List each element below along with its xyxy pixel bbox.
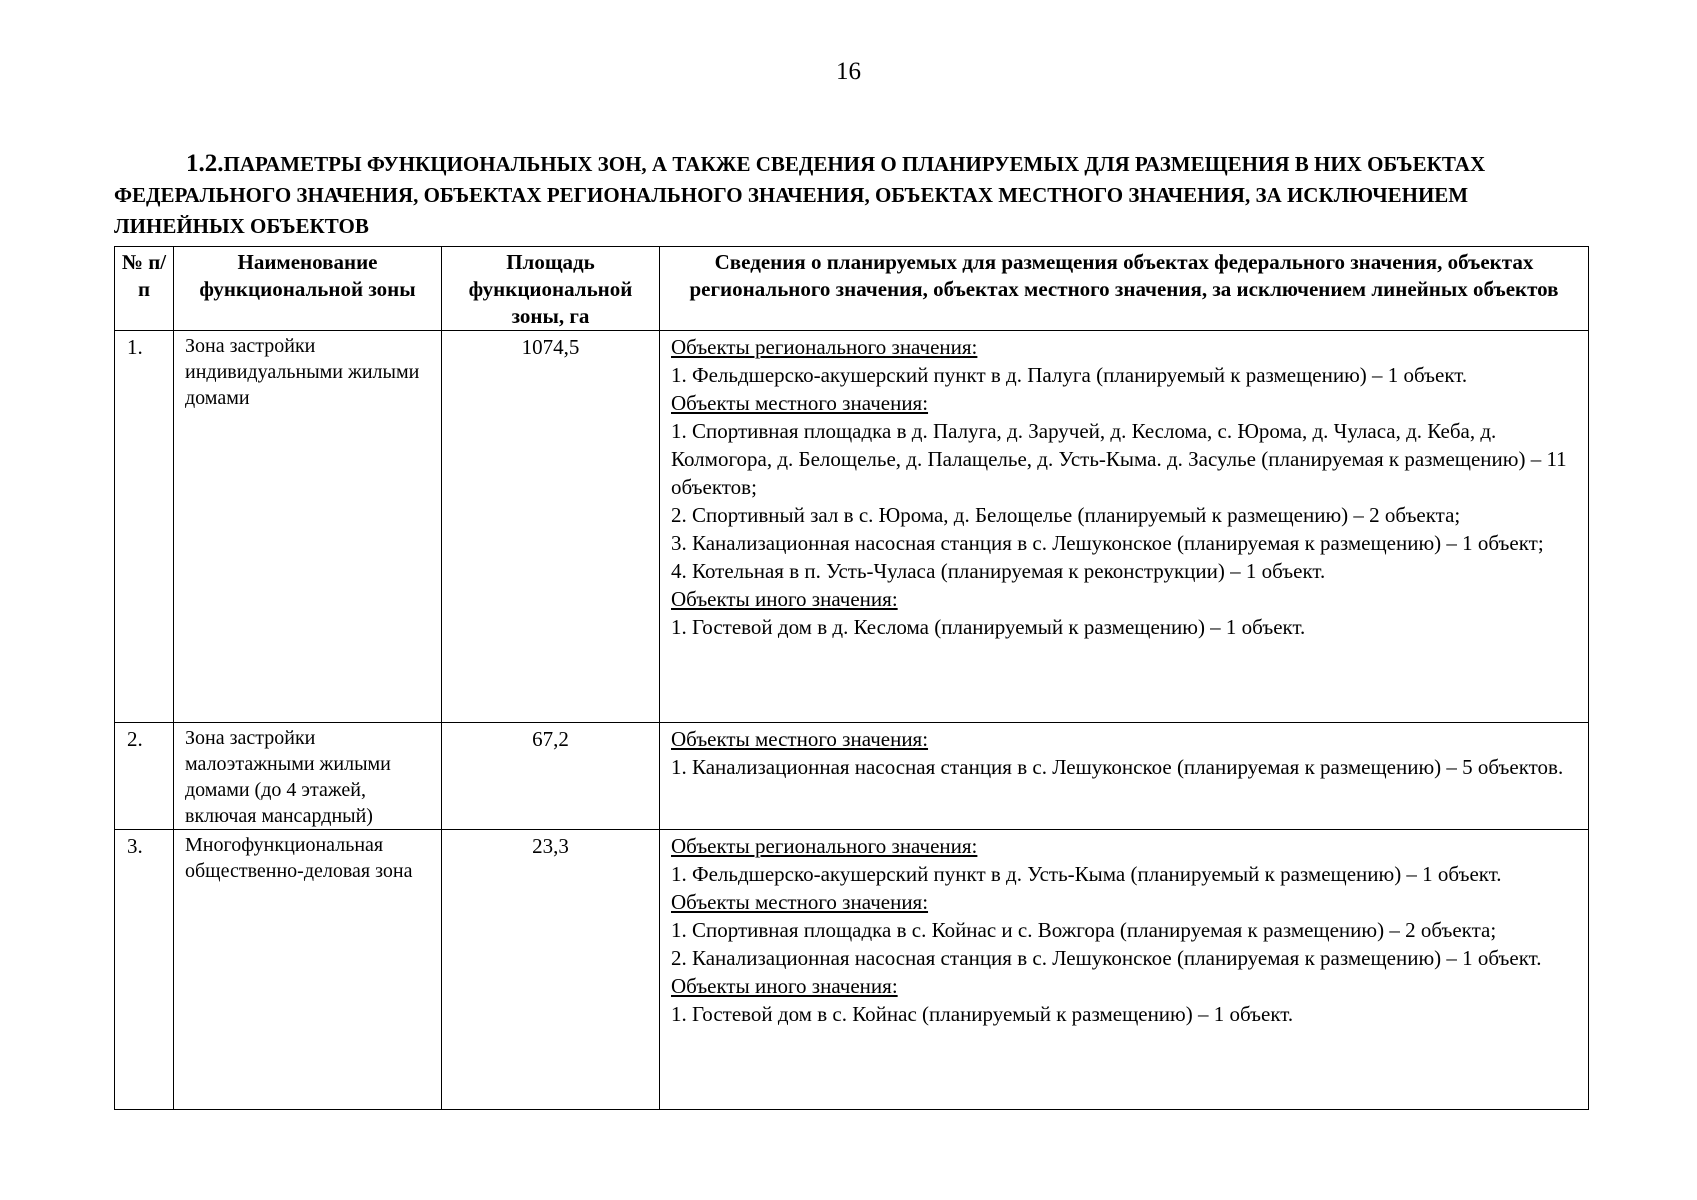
zones-table bbox=[114, 246, 1589, 1110]
zone-area: 67,2 bbox=[442, 723, 660, 830]
object-item: 1. Гостевой дом в с. Койнас (планируемый к размещению) – 1 объект. bbox=[671, 1002, 1294, 1026]
heading-line-3: ЛИНЕЙНЫХ ОБЪЕКТОВ bbox=[114, 214, 369, 238]
category-heading: Объекты местного значения: bbox=[671, 727, 929, 751]
row-num: 3. bbox=[115, 830, 174, 1110]
objects-info bbox=[660, 331, 1589, 723]
category-heading: Объекты местного значения: bbox=[671, 890, 929, 914]
objects-info bbox=[660, 723, 1589, 830]
zone-name: Зона застройки индивидуальными жилыми домами bbox=[174, 331, 442, 723]
object-item: 2. Канализационная насосная станция в с. Лешуконское (планируемая к размещению) – 1 объект. bbox=[671, 946, 1542, 970]
row-num: 1. bbox=[115, 331, 174, 723]
header-zone-area: Площадь функциональной зоны, га bbox=[442, 247, 660, 331]
header-zone-name: Наименование функциональной зоны bbox=[174, 247, 442, 331]
header-objects-info: Сведения о планируемых для размещения объектах федерального значения, объектах регионального значения, объектах местного значения, за исключением линейных объектов bbox=[660, 247, 1589, 331]
objects-info bbox=[660, 830, 1589, 1110]
category-heading: Объекты регионального значения: bbox=[671, 335, 978, 359]
page-number: 16 bbox=[836, 58, 861, 85]
object-item: 2. Спортивный зал в с. Юрома, д. Белощелье (планируемый к размещению) – 2 объекта; bbox=[671, 503, 1461, 527]
object-item: 1. Гостевой дом в д. Кеслома (планируемый к размещению) – 1 объект. bbox=[671, 615, 1306, 639]
object-item: 1. Фельдшерско-акушерский пункт в д. Усть-Кыма (планируемый к размещению) – 1 объект. bbox=[671, 862, 1502, 886]
category-heading: Объекты местного значения: bbox=[671, 391, 929, 415]
table-row bbox=[115, 723, 1589, 830]
heading-text-1: ПАРАМЕТРЫ ФУНКЦИОНАЛЬНЫХ ЗОН, А ТАКЖЕ СВЕДЕНИЯ О ПЛАНИРУЕМЫХ ДЛЯ РАЗМЕЩЕНИЯ В НИХ ОБЪЕКТАХ bbox=[223, 152, 1486, 176]
object-item: 1. Фельдшерско-акушерский пункт в д. Палуга (планируемый к размещению) – 1 объект. bbox=[671, 363, 1468, 387]
header-num: № п/п bbox=[115, 247, 174, 331]
object-item: 1. Спортивная площадка в с. Койнас и с. Вожгора (планируемая к размещению) – 2 объекта; bbox=[671, 918, 1497, 942]
table-row bbox=[115, 830, 1589, 1110]
object-item: 1. Спортивная площадка в д. Палуга, д. Заручей, д. Кеслома, с. Юрома, д. Чуласа, д. Кеба, д. Колмогора, д. Белощелье, д. Палащелье, д. Усть-Кыма. д. Засулье (планируемая к размещению) – 11 объектов; bbox=[671, 419, 1567, 499]
object-item: 4. Котельная в п. Усть-Чуласа (планируемая к реконструкции) – 1 объект. bbox=[671, 559, 1326, 583]
row-num: 2. bbox=[115, 723, 174, 830]
zone-name: Зона застройки малоэтажными жилыми домами (до 4 этажей, включая мансардный) bbox=[174, 723, 442, 830]
zone-name: Многофункциональная общественно-деловая зона bbox=[174, 830, 442, 1110]
heading-line-1 bbox=[114, 148, 1588, 180]
heading-line-2: ФЕДЕРАЛЬНОГО ЗНАЧЕНИЯ, ОБЪЕКТАХ РЕГИОНАЛЬНОГО ЗНАЧЕНИЯ, ОБЪЕКТАХ МЕСТНОГО ЗНАЧЕНИЯ, ЗА ИСКЛЮЧЕНИЕМ bbox=[114, 183, 1469, 207]
category-heading: Объекты иного значения: bbox=[671, 974, 898, 998]
category-heading: Объекты иного значения: bbox=[671, 587, 898, 611]
zone-area: 1074,5 bbox=[442, 331, 660, 723]
section-heading bbox=[114, 148, 1588, 242]
table-row bbox=[115, 331, 1589, 723]
zone-area: 23,3 bbox=[442, 830, 660, 1110]
category-heading: Объекты регионального значения: bbox=[671, 834, 978, 858]
heading-number: 1.2. bbox=[186, 150, 224, 177]
table-header-row bbox=[115, 247, 1589, 331]
object-item: 1. Канализационная насосная станция в с. Лешуконское (планируемая к размещению) – 5 объектов. bbox=[671, 755, 1564, 779]
object-item: 3. Канализационная насосная станция в с. Лешуконское (планируемая к размещению) – 1 объект; bbox=[671, 531, 1544, 555]
